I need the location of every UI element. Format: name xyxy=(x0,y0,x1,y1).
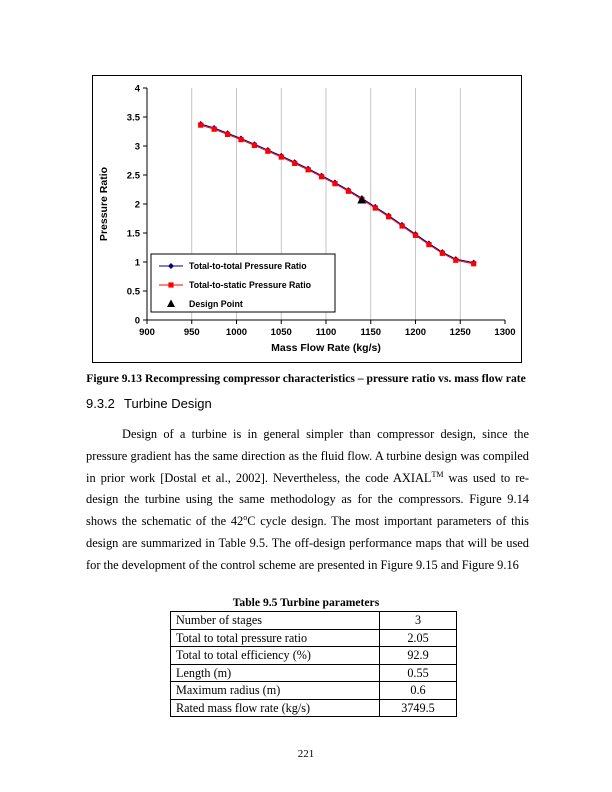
param-value-cell: 0.6 xyxy=(380,682,457,700)
x-tick-label: 1300 xyxy=(494,327,516,338)
square-marker xyxy=(212,127,217,132)
table-row xyxy=(171,682,457,700)
y-tick-label: 4 xyxy=(134,83,140,95)
x-tick-label: 900 xyxy=(139,327,155,338)
legend-label: Design Point xyxy=(189,299,243,309)
figure-caption: Figure 9.13 Recompressing compressor characteristics – pressure ratio vs. mass flow rate xyxy=(86,372,526,385)
table-row xyxy=(171,612,457,630)
table-row xyxy=(171,664,457,682)
paragraph-text: C cycle design. The most important parameters of this design are summarized in Table 9.5. The off-design performance maps that will be used for the development of the control scheme are presented in Figure 9.15 and Figure 9.16 xyxy=(86,514,529,572)
paragraph-text: Design of a turbine is in general simpler than compressor design, since the pressure gradient has the same direction as the fluid flow. A turbine design was compiled in prior work [Dostal et al., 2002]. Nevertheless, the code AXIAL xyxy=(86,427,529,485)
x-tick-label: 1000 xyxy=(225,327,248,338)
square-marker xyxy=(265,149,270,154)
x-tick-label: 1150 xyxy=(360,327,382,338)
series-line xyxy=(201,125,474,264)
param-name-cell: Length (m) xyxy=(171,664,380,682)
x-tick-label: 1250 xyxy=(449,327,471,338)
legend-label: Total-to-static Pressure Ratio xyxy=(189,280,312,290)
section-title: Turbine Design xyxy=(124,396,212,411)
param-name-cell: Rated mass flow rate (kg/s) xyxy=(171,699,380,717)
y-tick-label: 2 xyxy=(134,199,140,211)
square-marker xyxy=(373,205,378,210)
tm-superscript: TM xyxy=(431,469,444,479)
y-tick-label: 2.5 xyxy=(126,170,140,182)
param-value-cell: 92.9 xyxy=(380,647,457,665)
param-value-cell: 3749.5 xyxy=(380,699,457,717)
param-value-cell: 3 xyxy=(380,612,457,630)
square-marker xyxy=(252,143,257,148)
square-marker xyxy=(440,251,445,256)
table-row xyxy=(171,647,457,665)
param-name-cell: Number of stages xyxy=(171,612,380,630)
section-heading xyxy=(86,396,212,411)
pressure-ratio-chart xyxy=(93,76,521,362)
param-value-cell: 0.55 xyxy=(380,664,457,682)
square-marker xyxy=(319,174,324,179)
x-tick-label: 1050 xyxy=(270,327,292,338)
square-marker xyxy=(346,189,351,194)
square-marker xyxy=(426,242,431,247)
body-paragraph xyxy=(86,424,529,577)
x-axis-title: Mass Flow Rate (kg/s) xyxy=(271,342,381,354)
y-tick-label: 0.5 xyxy=(126,286,140,298)
square-marker xyxy=(292,161,297,166)
square-marker xyxy=(279,154,284,159)
param-name-cell: Total to total efficiency (%) xyxy=(171,647,380,665)
series-line xyxy=(201,124,474,263)
square-marker xyxy=(198,123,203,128)
param-value-cell: 2.05 xyxy=(380,629,457,647)
square-marker xyxy=(332,181,337,186)
x-tick-label: 1100 xyxy=(315,327,337,338)
y-tick-label: 3 xyxy=(134,141,140,153)
square-marker xyxy=(471,261,476,266)
square-marker xyxy=(413,233,418,238)
y-tick-label: 3.5 xyxy=(126,112,140,124)
degree-superscript: o xyxy=(243,513,248,523)
legend-square-marker xyxy=(168,282,173,287)
param-name-cell: Total to total pressure ratio xyxy=(171,629,380,647)
param-name-cell: Maximum radius (m) xyxy=(171,682,380,700)
square-marker xyxy=(453,258,458,263)
figure-9-13-chart xyxy=(92,75,522,363)
x-tick-label: 950 xyxy=(183,327,200,338)
y-tick-label: 1.5 xyxy=(126,228,140,240)
square-marker xyxy=(238,137,243,142)
y-tick-label: 1 xyxy=(134,257,140,269)
table-caption: Table 9.5 Turbine parameters xyxy=(232,596,380,609)
page-number: 221 xyxy=(297,748,315,760)
section-number: 9.3.2 xyxy=(86,396,115,411)
table-row xyxy=(171,629,457,647)
y-tick-label: 0 xyxy=(134,315,140,327)
y-axis-title: Pressure Ratio xyxy=(98,166,110,242)
table-row xyxy=(171,699,457,717)
paragraph-text: was used to re-design the turbine using the same methodology as for the compressors. Figure 9.14 shows the schematic of the 42 xyxy=(86,470,530,529)
square-marker xyxy=(306,167,311,172)
square-marker xyxy=(386,214,391,219)
turbine-parameters-table xyxy=(170,611,457,717)
square-marker xyxy=(225,132,230,137)
x-tick-label: 1200 xyxy=(404,327,427,338)
square-marker xyxy=(399,223,404,228)
legend-label: Total-to-total Pressure Ratio xyxy=(189,261,307,271)
